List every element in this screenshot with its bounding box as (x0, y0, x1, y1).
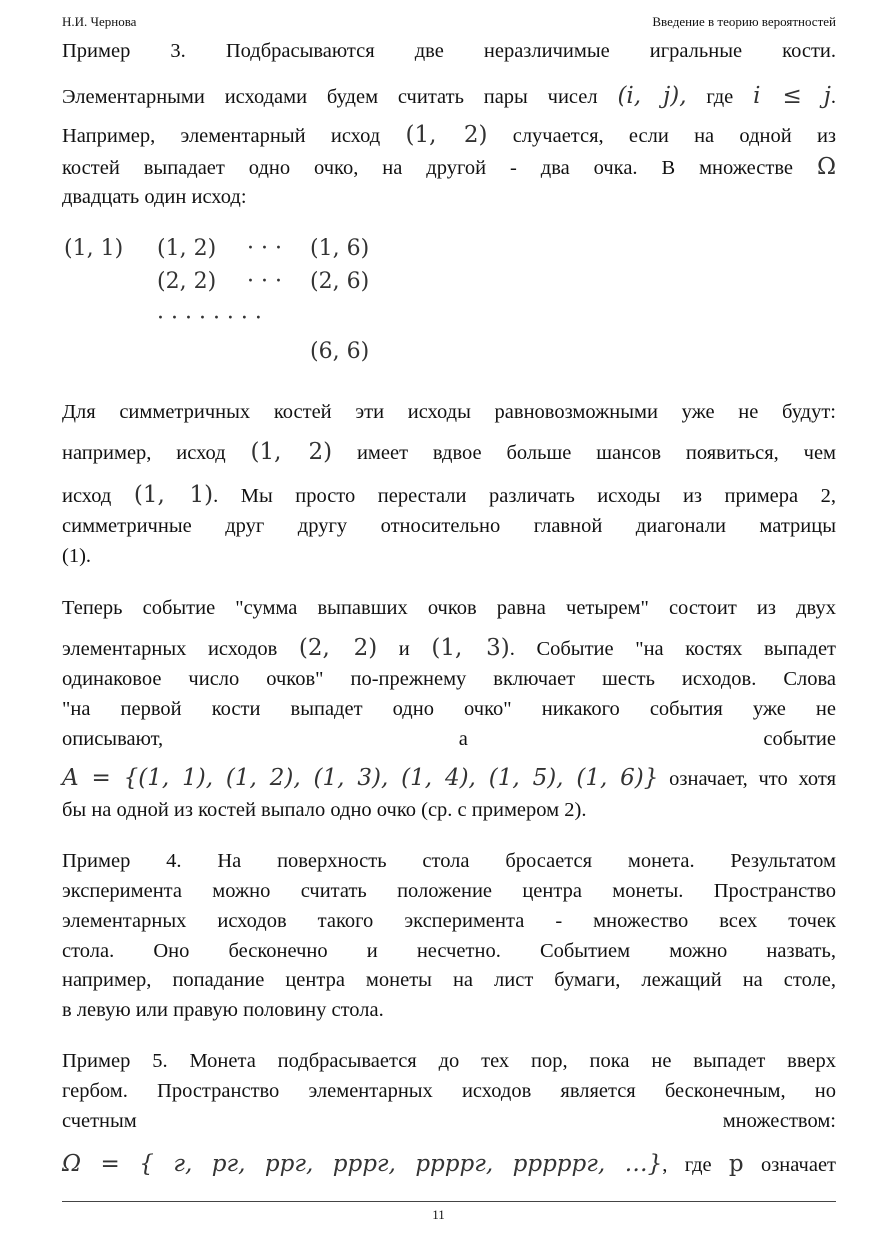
formula-pair: (1, 1) (133, 482, 214, 508)
matrix-cell: (1, 1) (64, 236, 124, 261)
ex3-line-5: двадцать один исход: (62, 186, 247, 208)
matrix-dots-row: · · · · · · · · (157, 306, 262, 331)
event-line-3: одинаковое число очков" по-прежнему включает шесть исходов. Слова (62, 668, 836, 690)
formula-pair: (2, 2) (298, 635, 378, 661)
matrix-dots: · · · (247, 269, 282, 294)
sym-line-4: симметричные друг другу относительно главной диагонали матрицы (62, 515, 836, 537)
matrix-cell: (1, 6) (310, 236, 370, 261)
ex4-line-6: в левую или правую половину стола. (62, 999, 384, 1021)
event-line-6: A = {(1, 1), (1, 2), (1, 3), (1, 4), (1, 5), (1, 6)} означает, что хотя (62, 765, 837, 791)
ex4-line-4: стола. Оно бесконечно и несчетно. Событием можно назвать, (62, 940, 836, 962)
ex3-line-3: Например, элементарный исход (1, 2) случается, если на одной из (62, 122, 837, 148)
ex5-line-1: Пример 5. Монета подбрасывается до тех пор, пока не выпадет вверх (62, 1050, 836, 1072)
ex3-line-2: Элементарными исходами будем считать пары чисел (i, j), где i ≤ j. (62, 83, 837, 109)
matrix-cell: (2, 6) (310, 269, 370, 294)
formula-p: р (728, 1151, 744, 1177)
ex3-line-4: костей выпадает одно очко, на другой - два очка. В множестве Ω (62, 154, 837, 180)
ex4-line-5: например, попадание центра монеты на лист бумаги, лежащий на столе, (62, 969, 836, 991)
page-number: 11 (432, 1207, 445, 1222)
matrix-dots: · · · (247, 236, 282, 261)
matrix-cell: (6, 6) (310, 339, 370, 364)
event-line-2: элементарных исходов (2, 2) и (1, 3). Событие "на костях выпадет (62, 635, 837, 661)
header-author: Н.И. Чернова (62, 14, 137, 29)
formula-i-le-j: i ≤ j (753, 83, 831, 109)
formula-pair-ij: (i, j), (617, 83, 687, 109)
ex5-line-2: гербом. Пространство элементарных исходов является бесконечным, но (62, 1080, 836, 1102)
matrix-cell: (2, 2) (157, 269, 217, 294)
ex4-line-1: Пример 4. На поверхность стола бросается монета. Результатом (62, 850, 836, 872)
formula-event-a: A = {(1, 1), (1, 2), (1, 3), (1, 4), (1, 5), (1, 6)} (62, 765, 659, 791)
ex4-line-3: элементарных исходов такого эксперимента - множество всех точек (62, 910, 836, 932)
header-title: Введение в теорию вероятностей (652, 14, 836, 29)
event-line-4: "на первой кости выпадет одно очко" никакого события уже не (62, 698, 836, 720)
formula-pair: (1, 2) (405, 122, 488, 148)
formula-pair: (1, 3) (431, 635, 510, 661)
event-line-7: бы на одной из костей выпало одно очко (ср. с примером 2). (62, 799, 587, 821)
matrix-cell: (1, 2) (157, 236, 217, 261)
sym-line-3: исход (1, 1). Мы просто перестали различать исходы из примера 2, (62, 482, 837, 508)
sym-line-2: например, исход (1, 2) имеет вдвое больше шансов появиться, чем (62, 439, 837, 465)
footer-rule (62, 1201, 836, 1202)
ex5-line-3: счетным множеством: (62, 1110, 836, 1132)
ex5-line-4: Ω = { г, рг, ррг, рррг, ррррг, рррррг, …}, где р означает (62, 1151, 837, 1177)
sym-line-5: (1). (62, 545, 92, 567)
formula-omega: Ω (816, 154, 837, 180)
formula-pair: (1, 2) (250, 439, 333, 465)
ex3-line-1: Пример 3. Подбрасываются две неразличимые игральные кости. (62, 40, 836, 62)
ex4-line-2: эксперимента можно считать положение центра монеты. Пространство (62, 880, 836, 902)
formula-omega-coin: Ω = { г, рг, ррг, рррг, ррррг, рррррг, …} (62, 1151, 663, 1177)
event-line-5: описывают, а событие (62, 728, 836, 750)
event-line-1: Теперь событие "сумма выпавших очков равна четырем" состоит из двух (62, 597, 836, 619)
sym-line-1: Для симметричных костей эти исходы равновозможными уже не будут: (62, 401, 836, 423)
